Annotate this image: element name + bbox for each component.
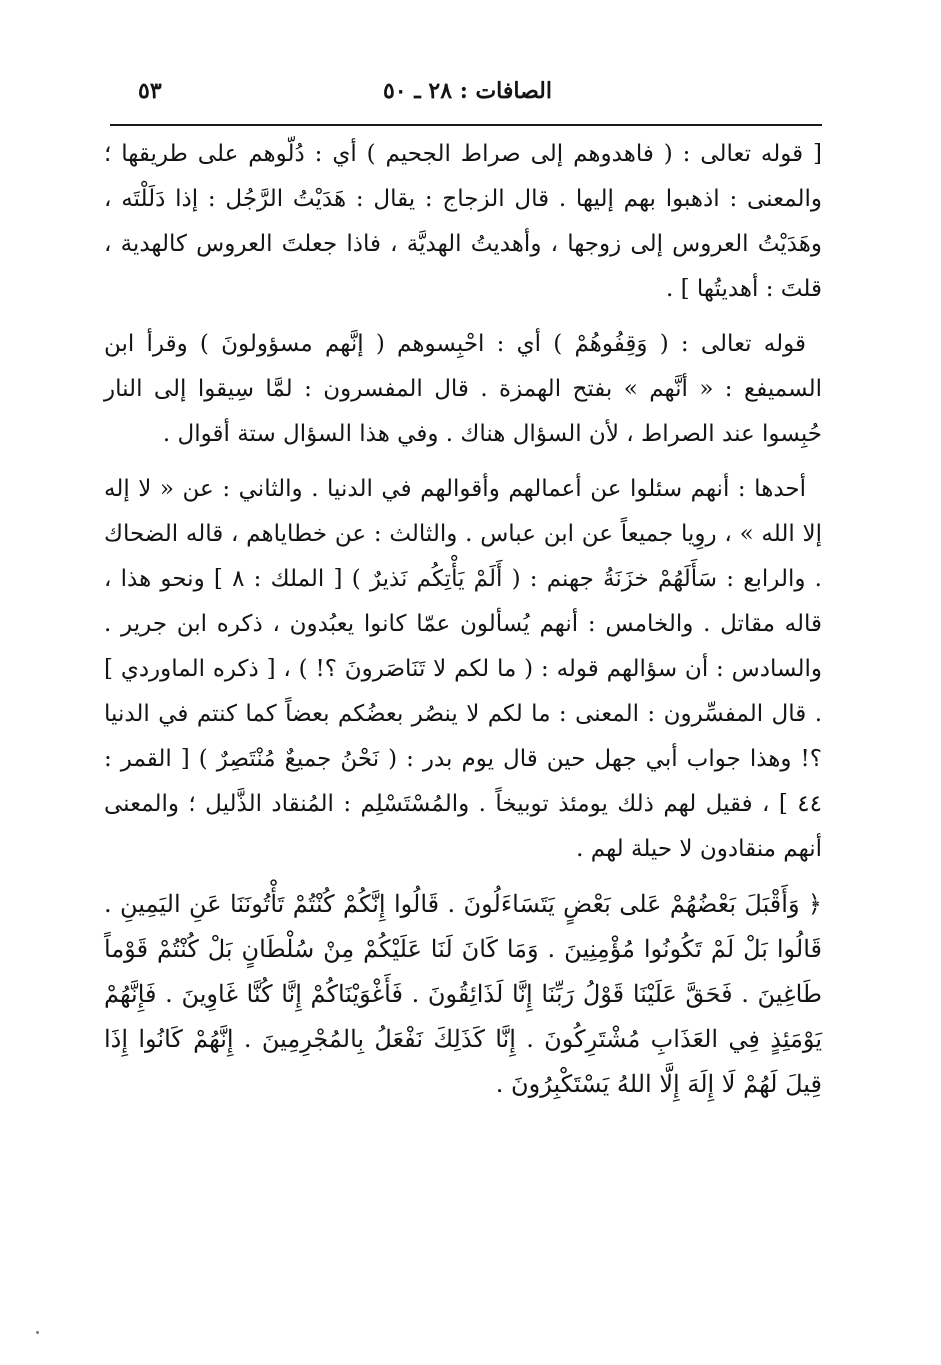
- body-text: [104, 132, 822, 1107]
- running-title: الصافات : ٢٨ ـ ٥٠: [382, 78, 552, 104]
- page-number: ٥٣: [138, 78, 162, 104]
- header-rule: [110, 124, 822, 126]
- page-header: [110, 74, 822, 114]
- paragraph-tafsir-waqifuhum: قوله تعالى : ( وَقِفُوهُمْ ) أي : احْبِسوهم ( إنَّهم مسؤولونَ ) وقرأ ابن السميفع : « أنَّهم » بفتح الهمزة . قال المفسرون : لمَّا سِيقوا إلى النار حُبِسوا عند الصراط ، لأن السؤال هناك . وفي هذا السؤال ستة أقوال .: [104, 331, 822, 447]
- quran-verse-block: ﴿ وَأَقْبَلَ بَعْضُهُمْ عَلى بَعْضٍ يَتَسَاءَلُونَ . قَالُوا إِنَّكُمْ كُنْتُمْ تَأْتُونَنَا عَنِ اليَمِينِ . قَالُوا بَلْ لَمْ تَكُونُوا مُؤْمِنِينَ . وَمَا كَانَ لَنَا عَلَيْكُمْ مِنْ سُلْطَانٍ بَلْ كُنْتُمْ قَوْماً طَاغِينَ . فَحَقَّ عَلَيْنَا قَوْلُ رَبِّنَا إِنَّا لَذَائِقُونَ . فَأَغْوَيْنَاكُمْ إِنَّا كُنَّا غَاوِينَ . فَإِنَّهُمْ يَوْمَئِذٍ فِي العَذَابِ مُشْتَرِكُونَ . إِنَّا كَذَلِكَ نَفْعَلُ بِالمُجْرِمِينَ . إِنَّهُمْ كَانُوا إِذَا قِيلَ لَهُمْ لَا إِلَهَ إِلَّا اللهُ يَسْتَكْبِرُونَ .: [104, 890, 822, 1098]
- paragraph-tafsir-fahduhum: [ قوله تعالى : ( فاهدوهم إلى صراط الجحيم ) أي : دُلّوهم على طريقها ؛ والمعنى : اذهبوا بهم إليها . قال الزجاج : يقال : هَدَيْتُ الرَّجُل : إذا دَلَلْتَه ، وهَدَيْتُ العروس إلى زوجها ، وأهديتُ الهديَّة ، فاذا جعلتَ العروس كالهدية ، قلتَ : أهديتُها ] .: [104, 141, 822, 302]
- paragraph-six-sayings: أحدها : أنهم سئلوا عن أعمالهم وأقوالهم في الدنيا . والثاني : عن « لا إله إلا الله » ، روِيا جميعاً عن ابن عباس . والثالث : عن خطاياهم ، قاله الضحاك . والرابع : سَأَلَهُمْ خزَنَةُ جهنم : ( أَلَمْ يَأْتِكُم نَذيرٌ ) [ الملك : ٨ ] ونحو هذا ، قاله مقاتل . والخامس : أنهم يُسألون عمّا كانوا يعبُدون ، ذكره ابن جرير . والسادس : أن سؤالهم قوله : ( ما لكم لا تَنَاصَرونَ ؟! ) ، [ ذكره الماوردي ] . قال المفسِّرون : المعنى : ما لكم لا ينصُر بعضُكم بعضاً كما كنتم في الدنيا ؟! وهذا جواب أبي جهل حين قال يوم بدر : ( نَحْنُ جميعٌ مُنْتَصِرٌ ) [ القمر : ٤٤ ] ، فقيل لهم ذلك يومئذ توبيخاً . والمُسْتَسْلِم : المُنقاد الذَّليل ؛ والمعنى أنهم منقادون لا حيلة لهم .: [104, 476, 822, 862]
- stray-ink-mark: [36, 1331, 39, 1334]
